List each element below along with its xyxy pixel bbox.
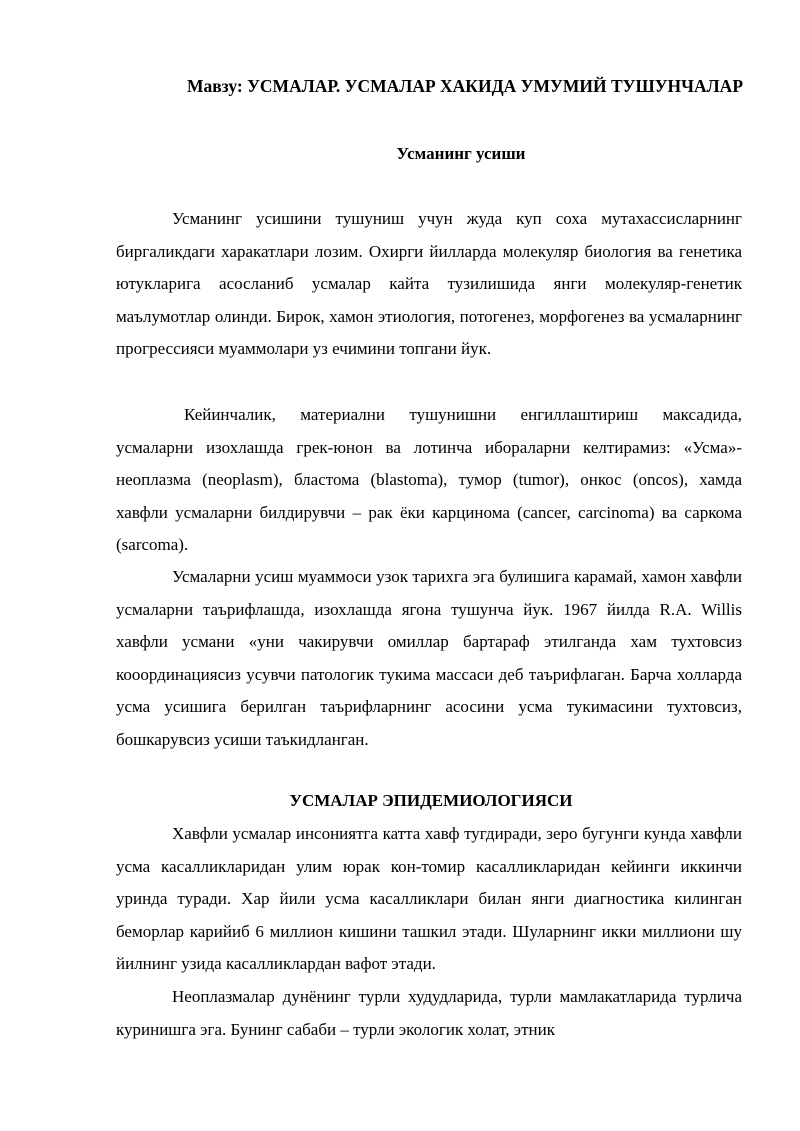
document-title: Мавзу: УСМАЛАР. УСМАЛАР ХАКИДА УМУМИЙ ТУШУНЧАЛАР xyxy=(186,76,744,96)
paragraph: Хавфли усмалар инсониятга катта хавф тугдиради, зеро бугунги кунда хавфли усма касалликларидан улим юрак кон-томир касалликларидан кейинги иккинчи уринда туради. Хар йили усма касалликлари билан янги диагностика килинган беморлар карийиб 6 миллион кишини ташкил этади. Шуларнинг икки миллиони шу йилнинг узида касалликлардан вафот этади. xyxy=(116,824,742,974)
paragraph: Усмаларни усиш муаммоси узок тарихга эга булишига карамай, хамон хавфли усмаларни таърифлашда, изохлашда ягона тушунча йук. 1967 йилда R.A. Willis хавфли усмани «уни чакирувчи омиллар бартараф этилганда хам тухтовсиз кооординациясиз усувчи патологик тукима массаси деб таърифлаган. Барча холларда усма усишига берилган таърифларнинг асосини усма тукимасини тухтовсиз, бошкарувсиз усиши таъкидланган. xyxy=(116,567,742,749)
paragraph: Неоплазмалар дунёнинг турли худудларида, турли мамлакатларида турлича куринишга эга. Бунинг сабаби – турли экологик холат, этник xyxy=(116,987,742,1039)
section-heading-tumor-growth: Усманинг усиши xyxy=(396,144,526,163)
section-heading-epidemiology: УСМАЛАР ЭПИДЕМИОЛОГИЯСИ xyxy=(289,791,573,810)
paragraph: Усманинг усишини тушуниш учун жуда куп соха мутахассисларнинг биргаликдаги харакатлари лозим. Охирги йилларда молекуляр биология ва генетика ютукларига асосланиб усмалар кайта тузилишида янги молекуляр-генетик маълумотлар олинди. Бирок, хамон этиология, потогенез, морфогенез ва усмаларнинг прогрессияси муаммолари уз ечимини топгани йук. xyxy=(116,209,742,359)
paragraph: Кейинчалик, материални тушунишни енгиллаштириш максадида, усмаларни изохлашда грек-юнон ва лотинча ибораларни келтирамиз: «Усма»-неоплазма (neoplasm), бластома (blastoma), тумор (tumor), онкос (oncos), хамда хавфли усмаларни билдирувчи – рак ёки карцинома (cancer, carcinoma) ва саркома (sarcoma). xyxy=(116,405,742,555)
